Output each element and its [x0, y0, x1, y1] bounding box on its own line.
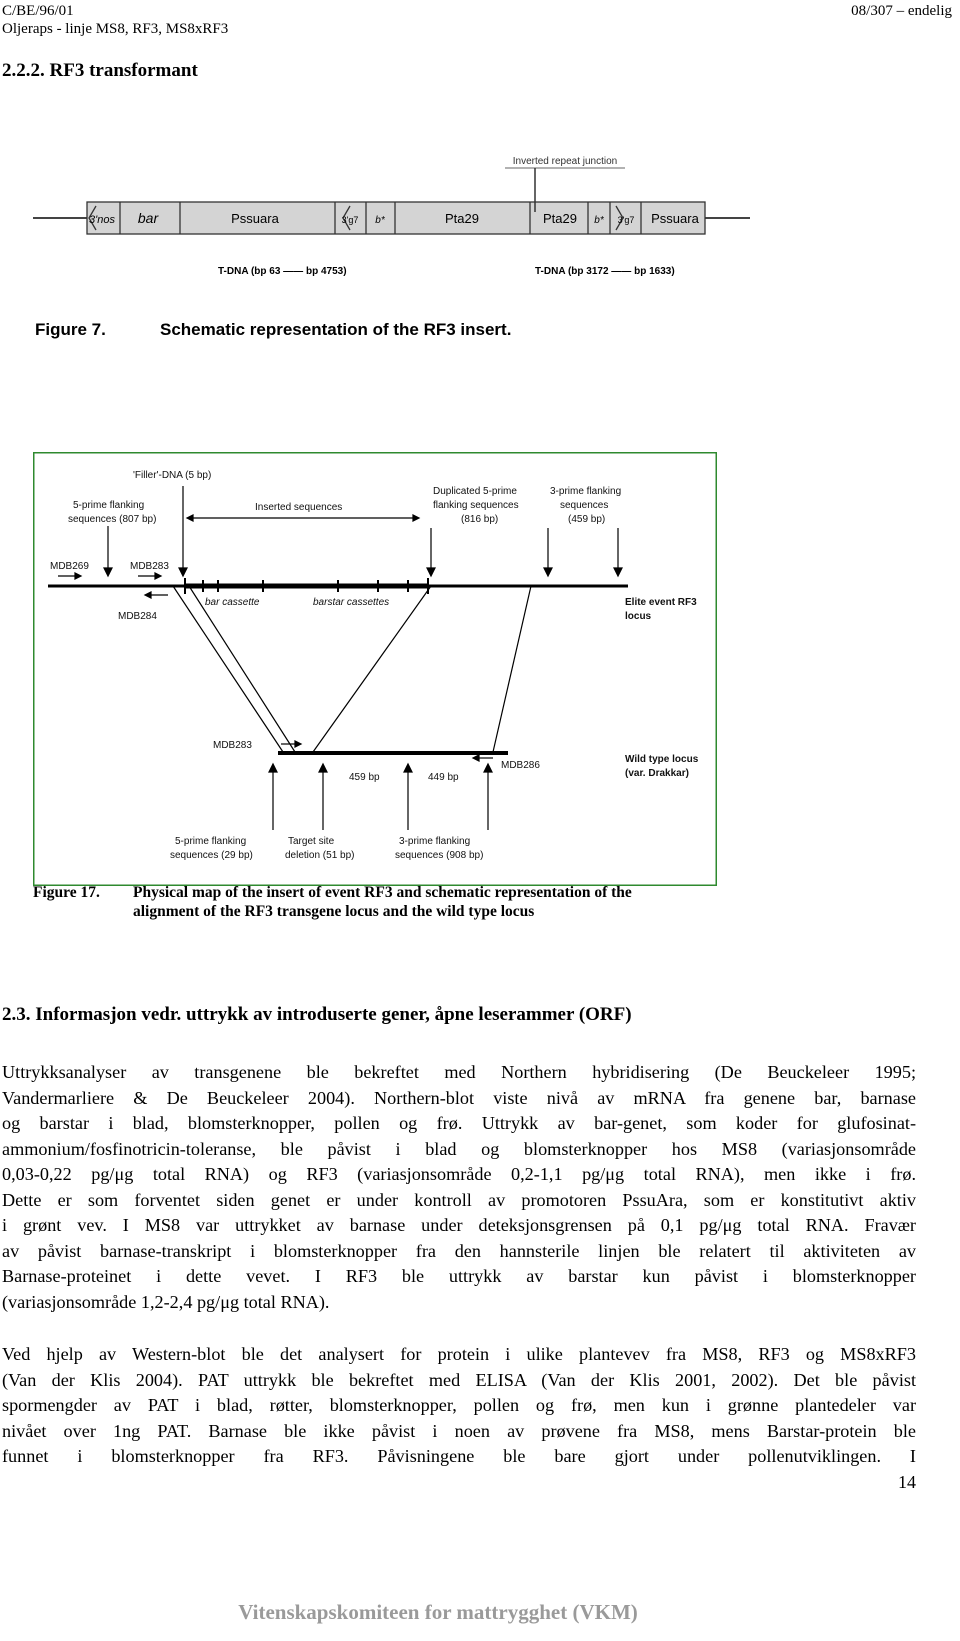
- footer-vkm: Vitenskapskomiteen for mattrygghet (VKM): [238, 1600, 638, 1624]
- fig17-duplicated-3: (816 bp): [461, 514, 499, 525]
- fig17-elite-2: locus: [625, 611, 652, 622]
- fig7-seg-6: Pta29: [445, 211, 479, 226]
- para1-line: (variasjonsområde 1,2-2,4 pg/μg total RNA).: [2, 1291, 330, 1312]
- fig17-inserted: Inserted sequences: [255, 502, 343, 513]
- fig17-mdb283: MDB283: [130, 561, 169, 572]
- fig17-bar-cassette: bar cassette: [205, 597, 260, 608]
- fig17-mdb269: MDB269: [50, 561, 89, 572]
- fig17-three-prime-bot-2: sequences (908 bp): [395, 850, 484, 861]
- fig17-five-prime-bot-2: sequences (29 bp): [170, 850, 253, 861]
- fig7-seg-4: 3'g7: [341, 215, 359, 225]
- header-right: 08/307 – endelig: [851, 3, 952, 19]
- para1-line: ammonium/fosfinotricin-toleranse, ble påvist i blad og blomsterknopper hos MS8 (variasjonsområde: [2, 1138, 916, 1159]
- section-heading-rf3: 2.2.2. RF3 transformant: [2, 60, 198, 81]
- fig7-seg-1: 3'nos: [89, 214, 115, 226]
- fig17-five-prime-top-2: sequences (807 bp): [68, 514, 157, 525]
- paragraph-northern: [2, 1060, 916, 1315]
- fig7-seg-3: Pssuara: [231, 211, 279, 226]
- fig7-seg-8: b*: [594, 215, 604, 226]
- page-number: 14: [898, 1472, 916, 1492]
- para1-line: i grønt vev. I MS8 var uttrykket av barnase under deteksjonsgrensen på 0,1 pg/μg total RNA. Fravær: [2, 1215, 916, 1235]
- fig7-seg-7: Pta29: [543, 211, 577, 226]
- fig17-mdb286: MDB286: [501, 760, 540, 771]
- para2-line: nivået over 1ng PAT. Barnase ble ikke påvist i noen av prøvene fra MS8, mens Barstar-protein ble: [2, 1420, 916, 1441]
- header-doc-title: Oljeraps - linje MS8, RF3, MS8xRF3: [2, 21, 229, 37]
- fig7-seg-2: bar: [137, 210, 159, 226]
- fig17-mdb283b: MDB283: [213, 740, 252, 751]
- fig17-bp449: 449 bp: [428, 772, 459, 783]
- fig17-five-prime-top-1: 5-prime flanking: [73, 500, 145, 511]
- fig17-three-prime-top-2: sequences: [560, 500, 609, 511]
- fig17-elite-1: Elite event RF3: [625, 597, 697, 608]
- header-doc-id: C/BE/96/01: [2, 3, 74, 19]
- fig17-barstar-cassettes: barstar cassettes: [313, 597, 390, 608]
- fig17-mdb284: MDB284: [118, 611, 157, 622]
- fig17-caption-line2: alignment of the RF3 transgene locus and the wild type locus: [133, 903, 535, 920]
- fig7-tdna-left: T-DNA (bp 63 —— bp 4753): [218, 266, 347, 277]
- para1-line: av påvist barnase-transkript i blomsterknopper fra den hannsterile linjen ble relatert til aktiviteten av: [2, 1240, 916, 1261]
- fig7-repeat-label: Inverted repeat junction: [512, 156, 618, 167]
- fig17-target-1: Target site: [288, 836, 335, 847]
- fig17-caption-label: Figure 17.: [33, 884, 100, 901]
- para2-line: Ved hjelp av Western-blot ble det analysert for protein i ulike plantevev fra MS8, RF3 og MS8xRF3: [2, 1344, 916, 1364]
- fig17-duplicated-2: flanking sequences: [433, 500, 519, 511]
- fig17-target-2: deletion (51 bp): [285, 850, 355, 861]
- para2-line: funnet i blomsterknopper fra RF3. Påvisningene ble bare gjort under pollenutviklingen. I: [2, 1446, 916, 1466]
- figure-17-diagram: [33, 452, 717, 886]
- para1-line: 0,03-0,22 pg/μg total RNA) og RF3 (variasjonsområde 0,2-1,1 pg/μg total RNA), men ikke i frø.: [2, 1164, 916, 1184]
- paragraph-western: [2, 1342, 916, 1470]
- para1-line: Uttrykksanalyser av transgenene ble bekreftet med Northern hybridisering (De Beuckeleer 1995;: [2, 1062, 916, 1082]
- fig7-seg-9: 3'g7: [617, 215, 635, 225]
- figure-17-caption: [33, 883, 632, 921]
- fig7-caption-label: Figure 7.: [35, 320, 106, 339]
- fig7-tdna-right: T-DNA (bp 3172 —— bp 1633): [535, 266, 675, 277]
- fig17-duplicated-1: Duplicated 5-prime: [433, 486, 517, 497]
- figure-7-diagram: [30, 150, 760, 350]
- fig17-three-prime-top-1: 3-prime flanking: [550, 486, 622, 497]
- fig17-five-prime-bot-1: 5-prime flanking: [175, 836, 247, 847]
- fig17-filler: 'Filler'-DNA (5 bp): [133, 470, 212, 481]
- section-heading-expression: 2.3. Informasjon vedr. uttrykk av introduserte gener, åpne leserammer (ORF): [2, 1004, 632, 1025]
- fig17-three-prime-bot-1: 3-prime flanking: [399, 836, 471, 847]
- fig17-wild-1: Wild type locus: [625, 754, 699, 765]
- fig17-bp459: 459 bp: [349, 772, 380, 783]
- para1-line: Barnase-proteinet i dette vevet. I RF3 ble uttrykk av barstar kun påvist i blomsterknopper: [2, 1266, 916, 1286]
- para2-line: (Van der Klis 2004). PAT uttrykk ble bekreftet med ELISA (Van der Klis 2001, 2002). Det ble påvist: [2, 1369, 916, 1390]
- header-left: [2, 2, 228, 38]
- para1-line: Dette er som forventet siden genet er under kontroll av promotoren PssuAra, som er konstitutivt aktiv: [2, 1189, 916, 1210]
- para1-line: Vandermarliere & De Beuckeleer 2004). Northern-blot viste nivå av mRNA fra genene bar, barnase: [2, 1087, 916, 1108]
- fig7-seg-10: Pssuara: [651, 211, 699, 226]
- para1-line: og barstar i blad, blomsterknopper, pollen og frø. Uttrykk av bar-genet, som koder for glufosinat-: [2, 1113, 916, 1133]
- fig17-wild-2: (var. Drakkar): [625, 768, 689, 779]
- fig17-three-prime-top-3: (459 bp): [568, 514, 606, 525]
- para2-line: spormengder av PAT i blad, røtter, blomsterknopper, pollen og frø, men kun i grønne plantedeler var: [2, 1395, 916, 1415]
- fig7-seg-5: b*: [375, 215, 385, 226]
- fig17-caption-line1: Physical map of the insert of event RF3 and schematic representation of the: [133, 884, 632, 901]
- fig7-caption-text: Schematic representation of the RF3 insert.: [160, 320, 512, 339]
